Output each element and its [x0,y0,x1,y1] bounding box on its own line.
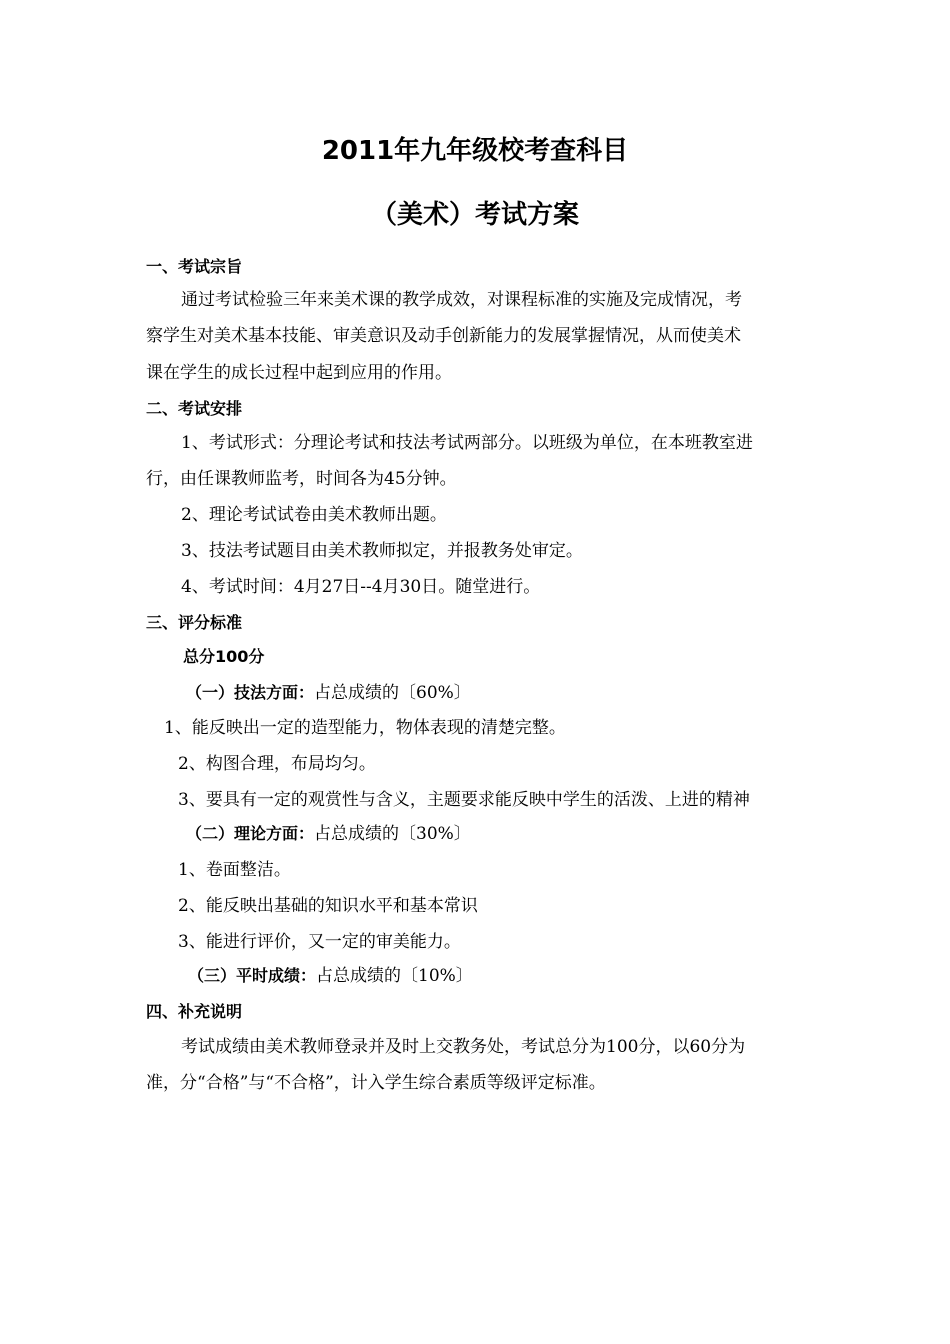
list-item: 2、构图合理，布局均匀。 [178,754,376,774]
section-heading-purpose: 一、考试宗旨 [146,257,243,276]
part-label: （二）理论方面： [186,824,315,843]
list-item: 3、技法考试题目由美术教师拟定，并报教务处审定。 [181,541,583,561]
list-item: 3、能进行评价，又一定的审美能力。 [178,932,461,952]
list-item-continuation: 行，由任课教师监考，时间各为45分钟。 [146,469,457,489]
part-weight: 占总成绩的〔30%〕 [314,824,471,844]
section-heading-scoring: 三、评分标准 [146,613,243,632]
scoring-part-technique [186,681,471,705]
section-heading-arrangement: 二、考试安排 [146,399,243,418]
paragraph-line: 课在学生的成长过程中起到应用的作用。 [146,363,452,383]
total-score: 总分100分 [183,647,265,666]
paragraph-line: 通过考试检验三年来美术课的教学成效，对课程标准的实施及完成情况，考 [181,290,742,310]
paragraph-line: 考试成绩由美术教师登录并及时上交教务处，考试总分为100分，以60分为 [181,1037,746,1057]
scoring-part-theory [186,822,471,846]
list-item: 4、考试时间：4月27日--4月30日。随堂进行。 [181,577,541,597]
part-label: （一）技法方面： [186,683,315,702]
list-item: 1、考试形式：分理论考试和技法考试两部分。以班级为单位，在本班教室进 [181,433,753,453]
section-heading-supplement: 四、补充说明 [146,1002,243,1021]
part-weight: 占总成绩的〔10%〕 [316,966,473,986]
list-item: 3、要具有一定的观赏性与含义，主题要求能反映中学生的活泼、上进的精神 [178,790,750,810]
paragraph-line: 察学生对美术基本技能、审美意识及动手创新能力的发展掌握情况，从而使美术 [146,326,741,346]
list-item: 2、能反映出基础的知识水平和基本常识 [178,896,478,916]
scoring-part-regular [188,964,473,988]
list-item: 1、卷面整洁。 [178,860,291,880]
document-title: 2011年九年级校考查科目 [321,136,629,166]
paragraph-line: 准，分“合格”与“不合格”，计入学生综合素质等级评定标准。 [146,1073,606,1093]
document-subtitle: （美术）考试方案 [370,200,579,230]
part-label: （三）平时成绩： [188,966,317,985]
part-weight: 占总成绩的〔60%〕 [314,683,471,703]
list-item: 2、理论考试试卷由美术教师出题。 [181,505,447,525]
list-item: 1、能反映出一定的造型能力，物体表现的清楚完整。 [164,718,566,738]
